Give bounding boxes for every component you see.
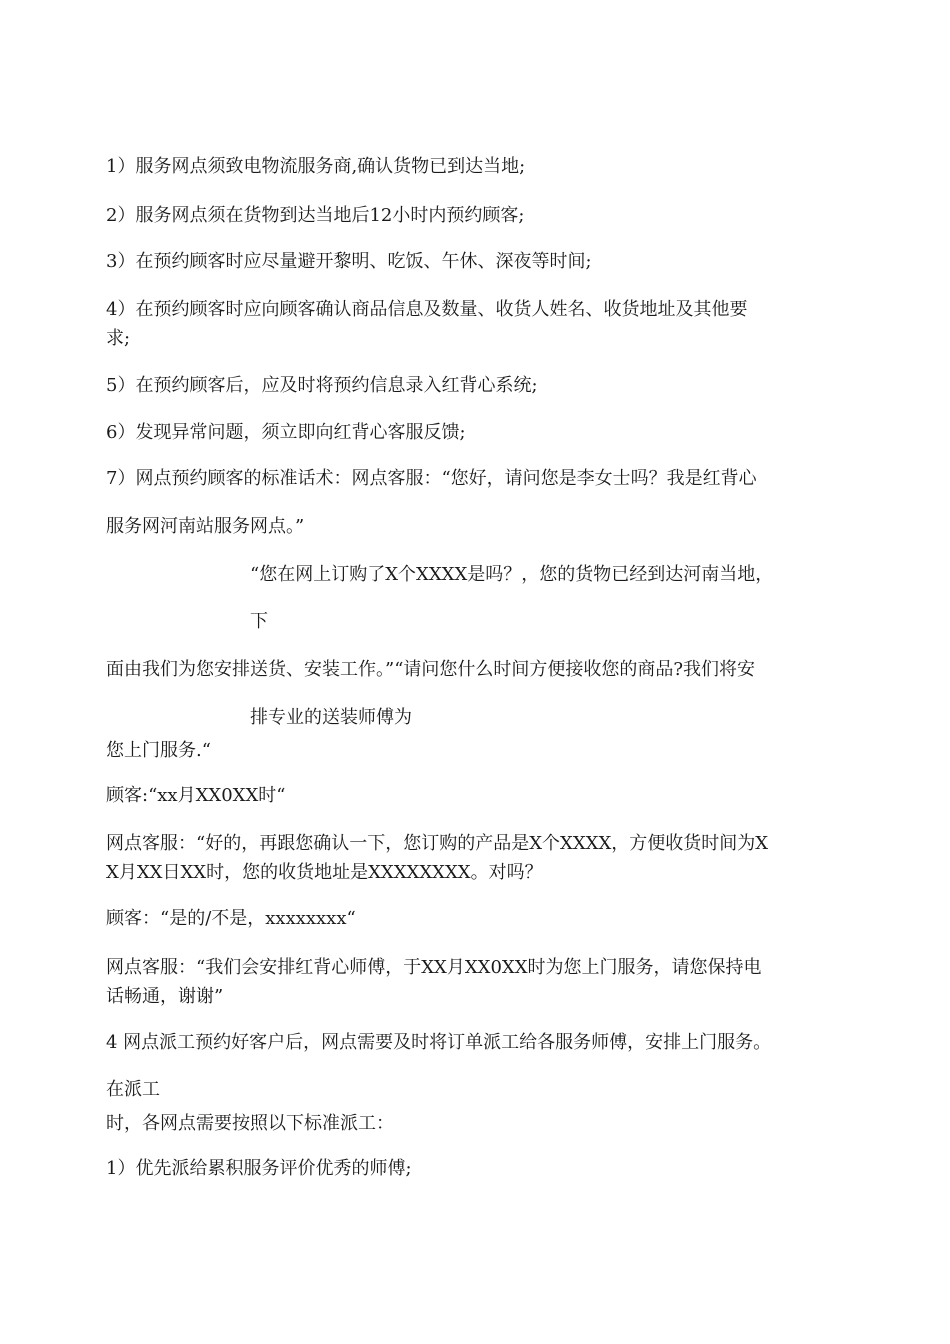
text-line-13: 排专业的送装师傅为 [250, 707, 412, 728]
text-line-20: 话畅通，谢谢” [106, 986, 224, 1007]
text-line-4: 4）在预约顾客时应向顾客确认商品信息及数量、收货人姓名、收货地址及其他要 [106, 299, 748, 320]
text-line-8: 7）网点预约顾客的标准话术：网点客服：“您好，请问您是李女士吗？我是红背心 [106, 468, 757, 489]
text-line-15: 顾客:“xx月XX0XX时“ [106, 785, 286, 806]
text-line-9: 服务网河南站服务网点。” [106, 516, 305, 537]
text-line-17: X月XX日XX时，您的收货地址是XXXXXXXX。对吗？ [106, 862, 543, 883]
text-line-19: 网点客服：“我们会安排红背心师傅，于XX月XX0XX时为您上门服务，请您保持电 [106, 957, 762, 978]
text-line-2: 2）服务网点须在货物到达当地后12小时内预约顾客; [106, 205, 525, 226]
text-line-6: 5）在预约顾客后，应及时将预约信息录入红背心系统; [106, 375, 538, 396]
text-line-1: 1）服务网点须致电物流服务商,确认货物已到达当地; [106, 156, 526, 177]
text-line-11: 下 [250, 611, 268, 632]
text-line-18: 顾客：“是的/不是，xxxxxxxx“ [106, 908, 356, 929]
text-line-5: 求; [106, 328, 131, 349]
text-line-16: 网点客服：“好的，再跟您确认一下，您订购的产品是X个XXXX，方便收货时间为X [106, 833, 769, 854]
text-line-22: 在派工 [106, 1079, 160, 1100]
text-line-21: 4 网点派工预约好客户后，网点需要及时将订单派工给各服务师傅，安排上门服务。 [106, 1032, 772, 1053]
text-line-14: 您上门服务.“ [106, 740, 211, 761]
text-line-23: 时，各网点需要按照以下标准派工： [106, 1113, 394, 1134]
text-line-12: 面由我们为您安排送货、安装工作。”“请问您什么时间方便接收您的商品?我们将安 [106, 659, 756, 680]
text-line-7: 6）发现异常问题，须立即向红背心客服反馈; [106, 422, 466, 443]
text-line-10: “您在网上订购了X个XXXX是吗？，您的货物已经到达河南当地， [250, 564, 774, 585]
text-line-3: 3）在预约顾客时应尽量避开黎明、吃饭、午休、深夜等时间; [106, 251, 592, 272]
text-line-24: 1）优先派给累积服务评价优秀的师傅; [106, 1158, 412, 1179]
